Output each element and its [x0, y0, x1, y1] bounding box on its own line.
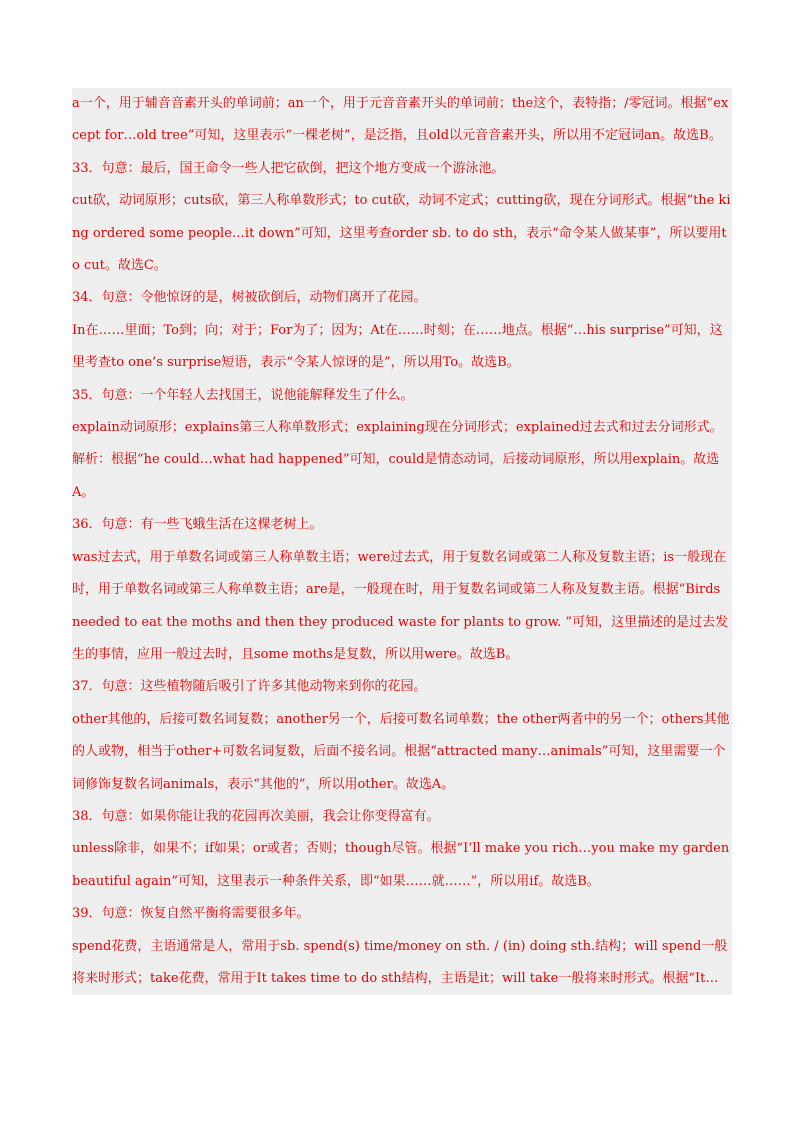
question-heading: 37．句意：这些植物随后吸引了许多其他动物来到你的花园。: [72, 679, 427, 695]
explanation-paragraph: explain动词原形；explains第三人称单数形式；explaining现在分词形式；explained过去式和过去分词形式。 解析：根据“he could…what had happened”可知，could是情态动词，后接动词原形，所以用explain。故选A。: [72, 420, 723, 500]
explanation-paragraph: In在……里面；To到；向；对于；For为了；因为；At在……时刻；在……地点。根据“…his surprise”可知，这里考查to one’s surprise短语，表示“令某人惊讶的是”，所以用To。故选B。: [72, 322, 723, 371]
explanation-paragraph: spend花费，主语通常是人，常用于sb. spend(s) time/money on sth. / (in) doing sth.结构；will spend一般将来时形式；take花费，常用于It takes time to do sth结构，主语是it；will take一般将来时形式。根据“It…: [72, 938, 728, 986]
answer-explanation-text: [72, 88, 732, 995]
question-heading: 36．句意：有一些飞蛾生活在这棵老树上。: [72, 517, 323, 533]
explanation-paragraph: other其他的，后接可数名词复数；another另一个，后接可数名词单数；the other两者中的另一个；others其他的人或物，相当于other+可数名词复数，后面不接名词。根据“attracted many…animals”可知，这里需要一个词修饰复数名词animals，表示“其他的”，所以用other。故选A。: [72, 711, 730, 792]
explanation-paragraph: unless除非，如果不；if如果；or或者；否则；though尽管。根据“I’ll make you rich…you make my garden beautiful again”可知，这里表示一种条件关系，即“如果……就……”，所以用if。故选B。: [72, 841, 730, 889]
question-heading: 39．句意：恢复自然平衡将需要很多年。: [72, 906, 310, 922]
question-heading: 34．句意：令他惊讶的是，树被砍倒后，动物们离开了花园。: [72, 290, 427, 306]
question-heading: 38．句意：如果你能让我的花园再次美丽，我会让你变得富有。: [72, 808, 440, 824]
explanation-paragraph: was过去式，用于单数名词或第三人称单数主语；were过去式，用于复数名词或第二人称及复数主语；is一般现在时，用于单数名词或第三人称单数主语；are是，一般现在时，用于复数名词或第二人称及复数主语。根据“Birds needed to eat the moths and then they produced waste for plants to grow. ”可知，这里描述的是过去发生的事情，应用一般过去时，且some moths是复数，所以用were。故选B。: [72, 549, 729, 662]
question-heading: 35．句意：一个年轻人去找国王，说他能解释发生了什么。: [72, 387, 414, 403]
explanation-paragraph: cut砍，动词原形；cuts砍，第三人称单数形式；to cut砍，动词不定式；cutting砍，现在分词形式。根据“the king ordered some people…it down”可知，这里考查order sb. to do sth，表示“命令某人做某事”，所以要用to cut。故选C。: [72, 193, 731, 274]
explanation-paragraph: a一个，用于辅音音素开头的单词前；an一个，用于元音音素开头的单词前；the这个，表特指；/零冠词。根据“except for…old tree”可知，这里表示“一棵老树”，是泛指，且old以元音音素开头，所以用不定冠词an。故选B。: [72, 96, 729, 144]
question-heading: 33．句意：最后，国王命令一些人把它砍倒，把这个地方变成一个游泳池。: [72, 160, 505, 176]
